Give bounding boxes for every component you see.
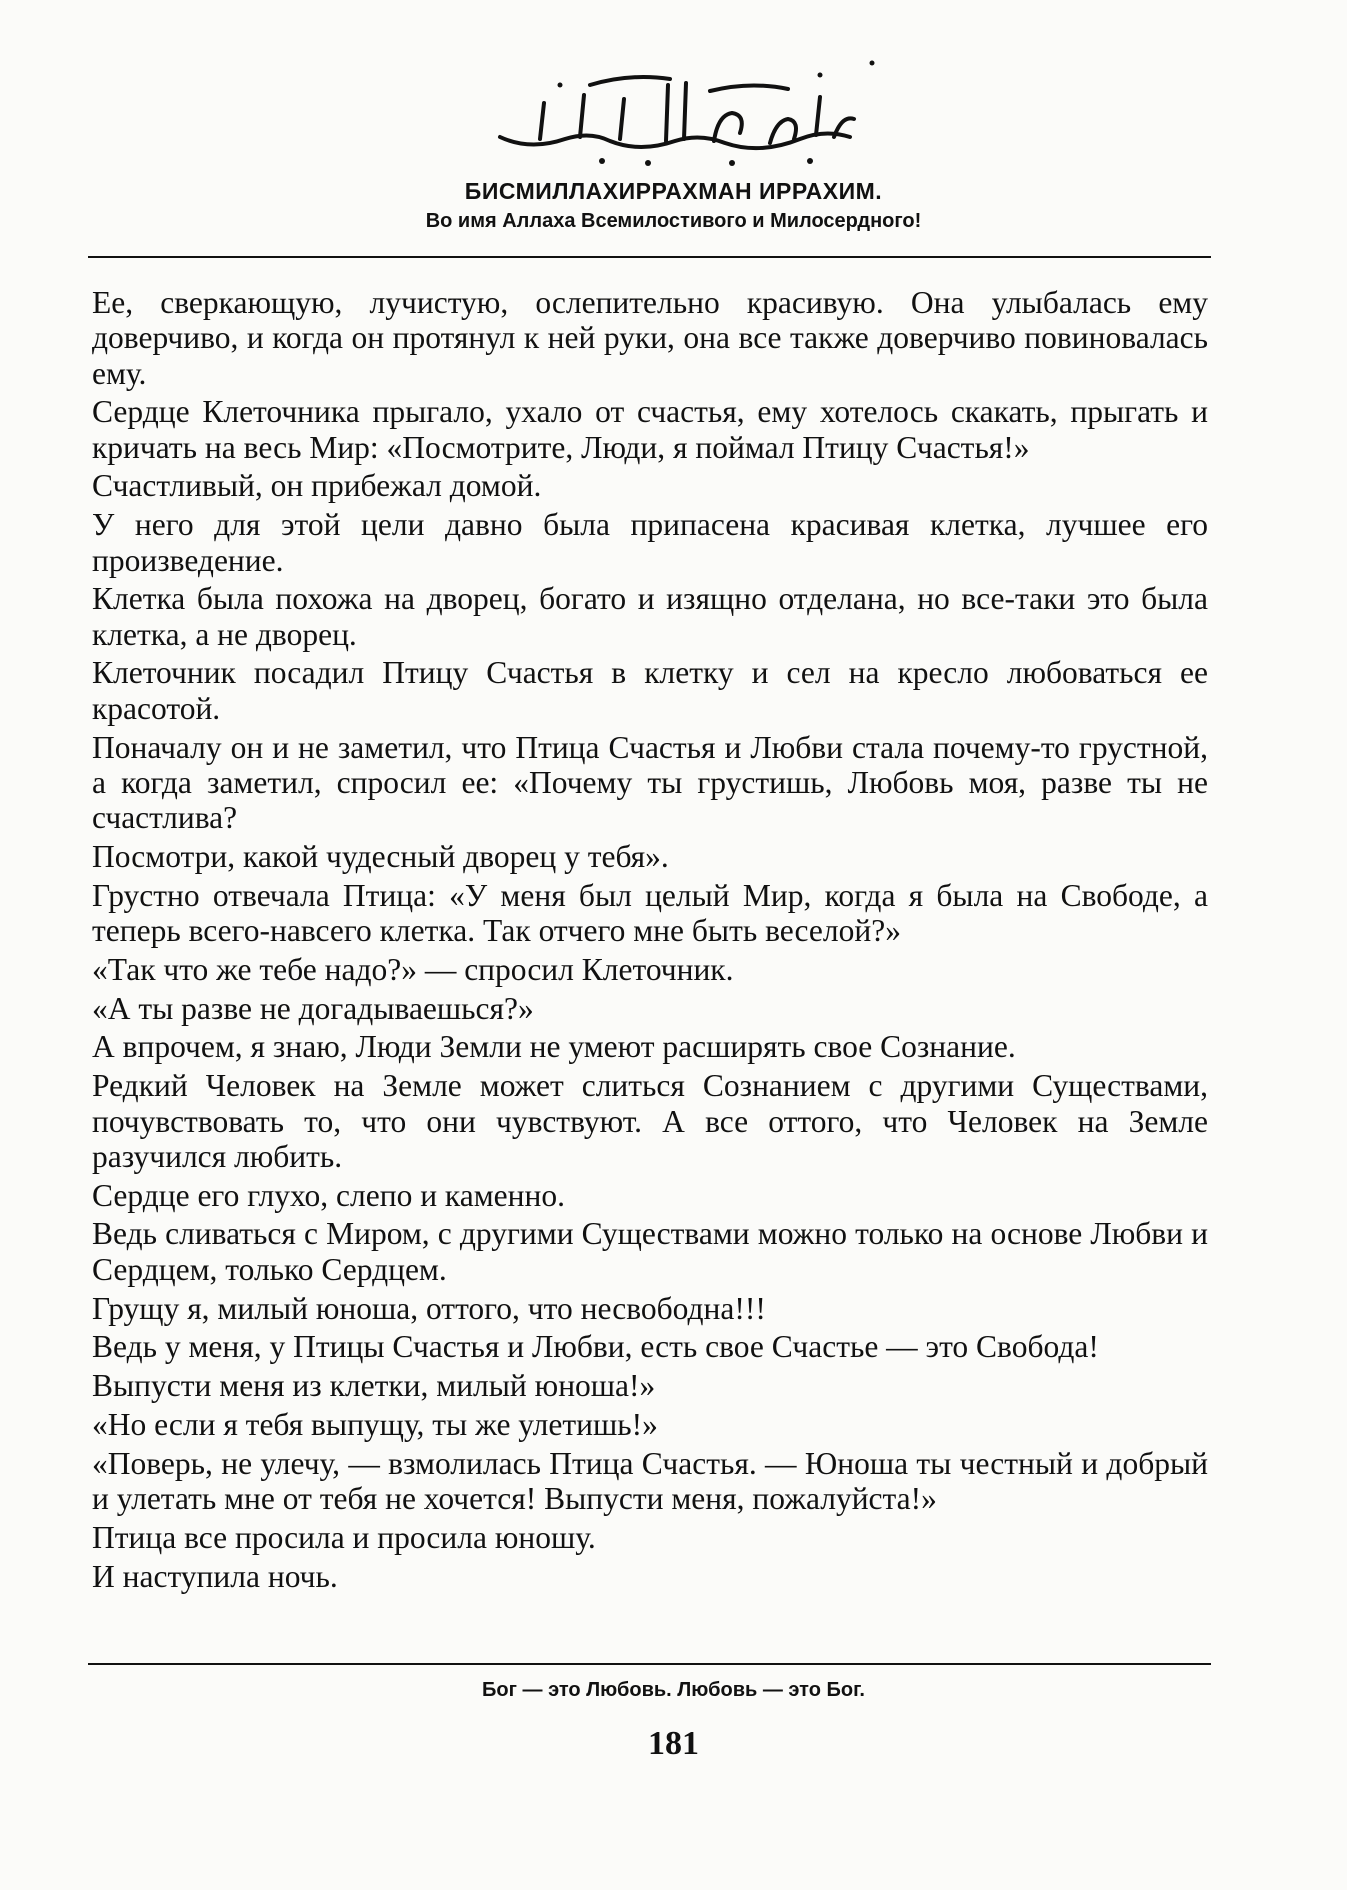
- paragraph: «Так что же тебе надо?» — спросил Клеточник.: [92, 951, 734, 987]
- paragraph: «Но если я тебя выпущу, ты же улетишь!»: [92, 1406, 658, 1442]
- paragraph: Сердце его глухо, слепо и каменно.: [92, 1177, 565, 1213]
- header-divider: [88, 256, 1211, 258]
- paragraph: Клеточник посадил Птицу Счастья в клетку и сел на кресло любоваться ее красотой.: [92, 655, 1208, 726]
- paragraph: «А ты разве не догадываешься?»: [92, 990, 534, 1026]
- footer-motto: Бог — это Любовь. Любовь — это Бог.: [482, 1679, 865, 1701]
- header-subtitle: Во имя Аллаха Всемилостивого и Милосердного!: [425, 210, 922, 232]
- paragraph: Ее, сверкающую, лучистую, ослепительно красивую. Она улыбалась ему доверчиво, и когда он протянул к ней руки, она все также доверчиво повиновалась ему.: [92, 285, 1208, 391]
- page-number: 181: [648, 1725, 699, 1762]
- paragraph: Поначалу он и не заметил, что Птица Счастья и Любви стала почему-то грустной, а когда заметил, спросил ее: «Почему ты грустишь, Любовь моя, разве ты не счастлива?: [92, 729, 1208, 836]
- paragraph: Ведь у меня, у Птицы Счастья и Любви, есть свое Счастье — это Свобода!: [92, 1329, 1099, 1365]
- header-title: БИСМИЛЛАХИРРАХМАН ИРРАХИМ.: [464, 178, 883, 204]
- paragraph: Выпусти меня из клетки, милый юноша!»: [92, 1368, 656, 1404]
- bismillah-calligraphy: [470, 55, 880, 175]
- paragraph: Сердце Клеточника прыгало, ухало от счастья, ему хотелось скакать, прыгать и кричать на весь Мир: «Посмотрите, Люди, я поймал Птицу Счастья!»: [92, 394, 1208, 465]
- paragraph: Клетка была похожа на дворец, богато и изящно отделана, но все-таки это была клетка, а не дворец.: [92, 581, 1208, 652]
- paragraph: Счастливый, он прибежал домой.: [92, 468, 542, 504]
- paragraph: Ведь сливаться с Миром, с другими Существами можно только на основе Любви и Сердцем, только Сердцем.: [92, 1216, 1208, 1287]
- paragraph: И наступила ночь.: [92, 1558, 338, 1594]
- paragraph: Грустно отвечала Птица: «У меня был целый Мир, когда я была на Свободе, а теперь всего-навсего клетка. Так отчего мне быть веселой?»: [92, 877, 1208, 949]
- paragraph: «Поверь, не улечу, — взмолилась Птица Счастья. — Юноша ты честный и добрый и улетать мне от тебя не хочется! Выпусти меня, пожалуйста!»: [92, 1445, 1208, 1516]
- paragraph: А впрочем, я знаю, Люди Земли не умеют расширять свое Сознание.: [92, 1029, 1016, 1065]
- paragraph: У него для этой цели давно была припасена красивая клетка, лучшее его произведение.: [92, 507, 1208, 578]
- footer-divider: [88, 1663, 1211, 1665]
- paragraph: Грущу я, милый юноша, оттого, что несвободна!!!: [92, 1290, 766, 1326]
- paragraph: Посмотри, какой чудесный дворец у тебя».: [92, 838, 669, 874]
- paragraph: Птица все просила и просила юношу.: [92, 1519, 596, 1555]
- body-text: [92, 285, 1208, 1597]
- paragraph: Редкий Человек на Земле может слиться Сознанием с другими Существами, почувствовать то, что они чувствуют. А все оттого, что Человек на Земле разучился любить.: [92, 1068, 1208, 1174]
